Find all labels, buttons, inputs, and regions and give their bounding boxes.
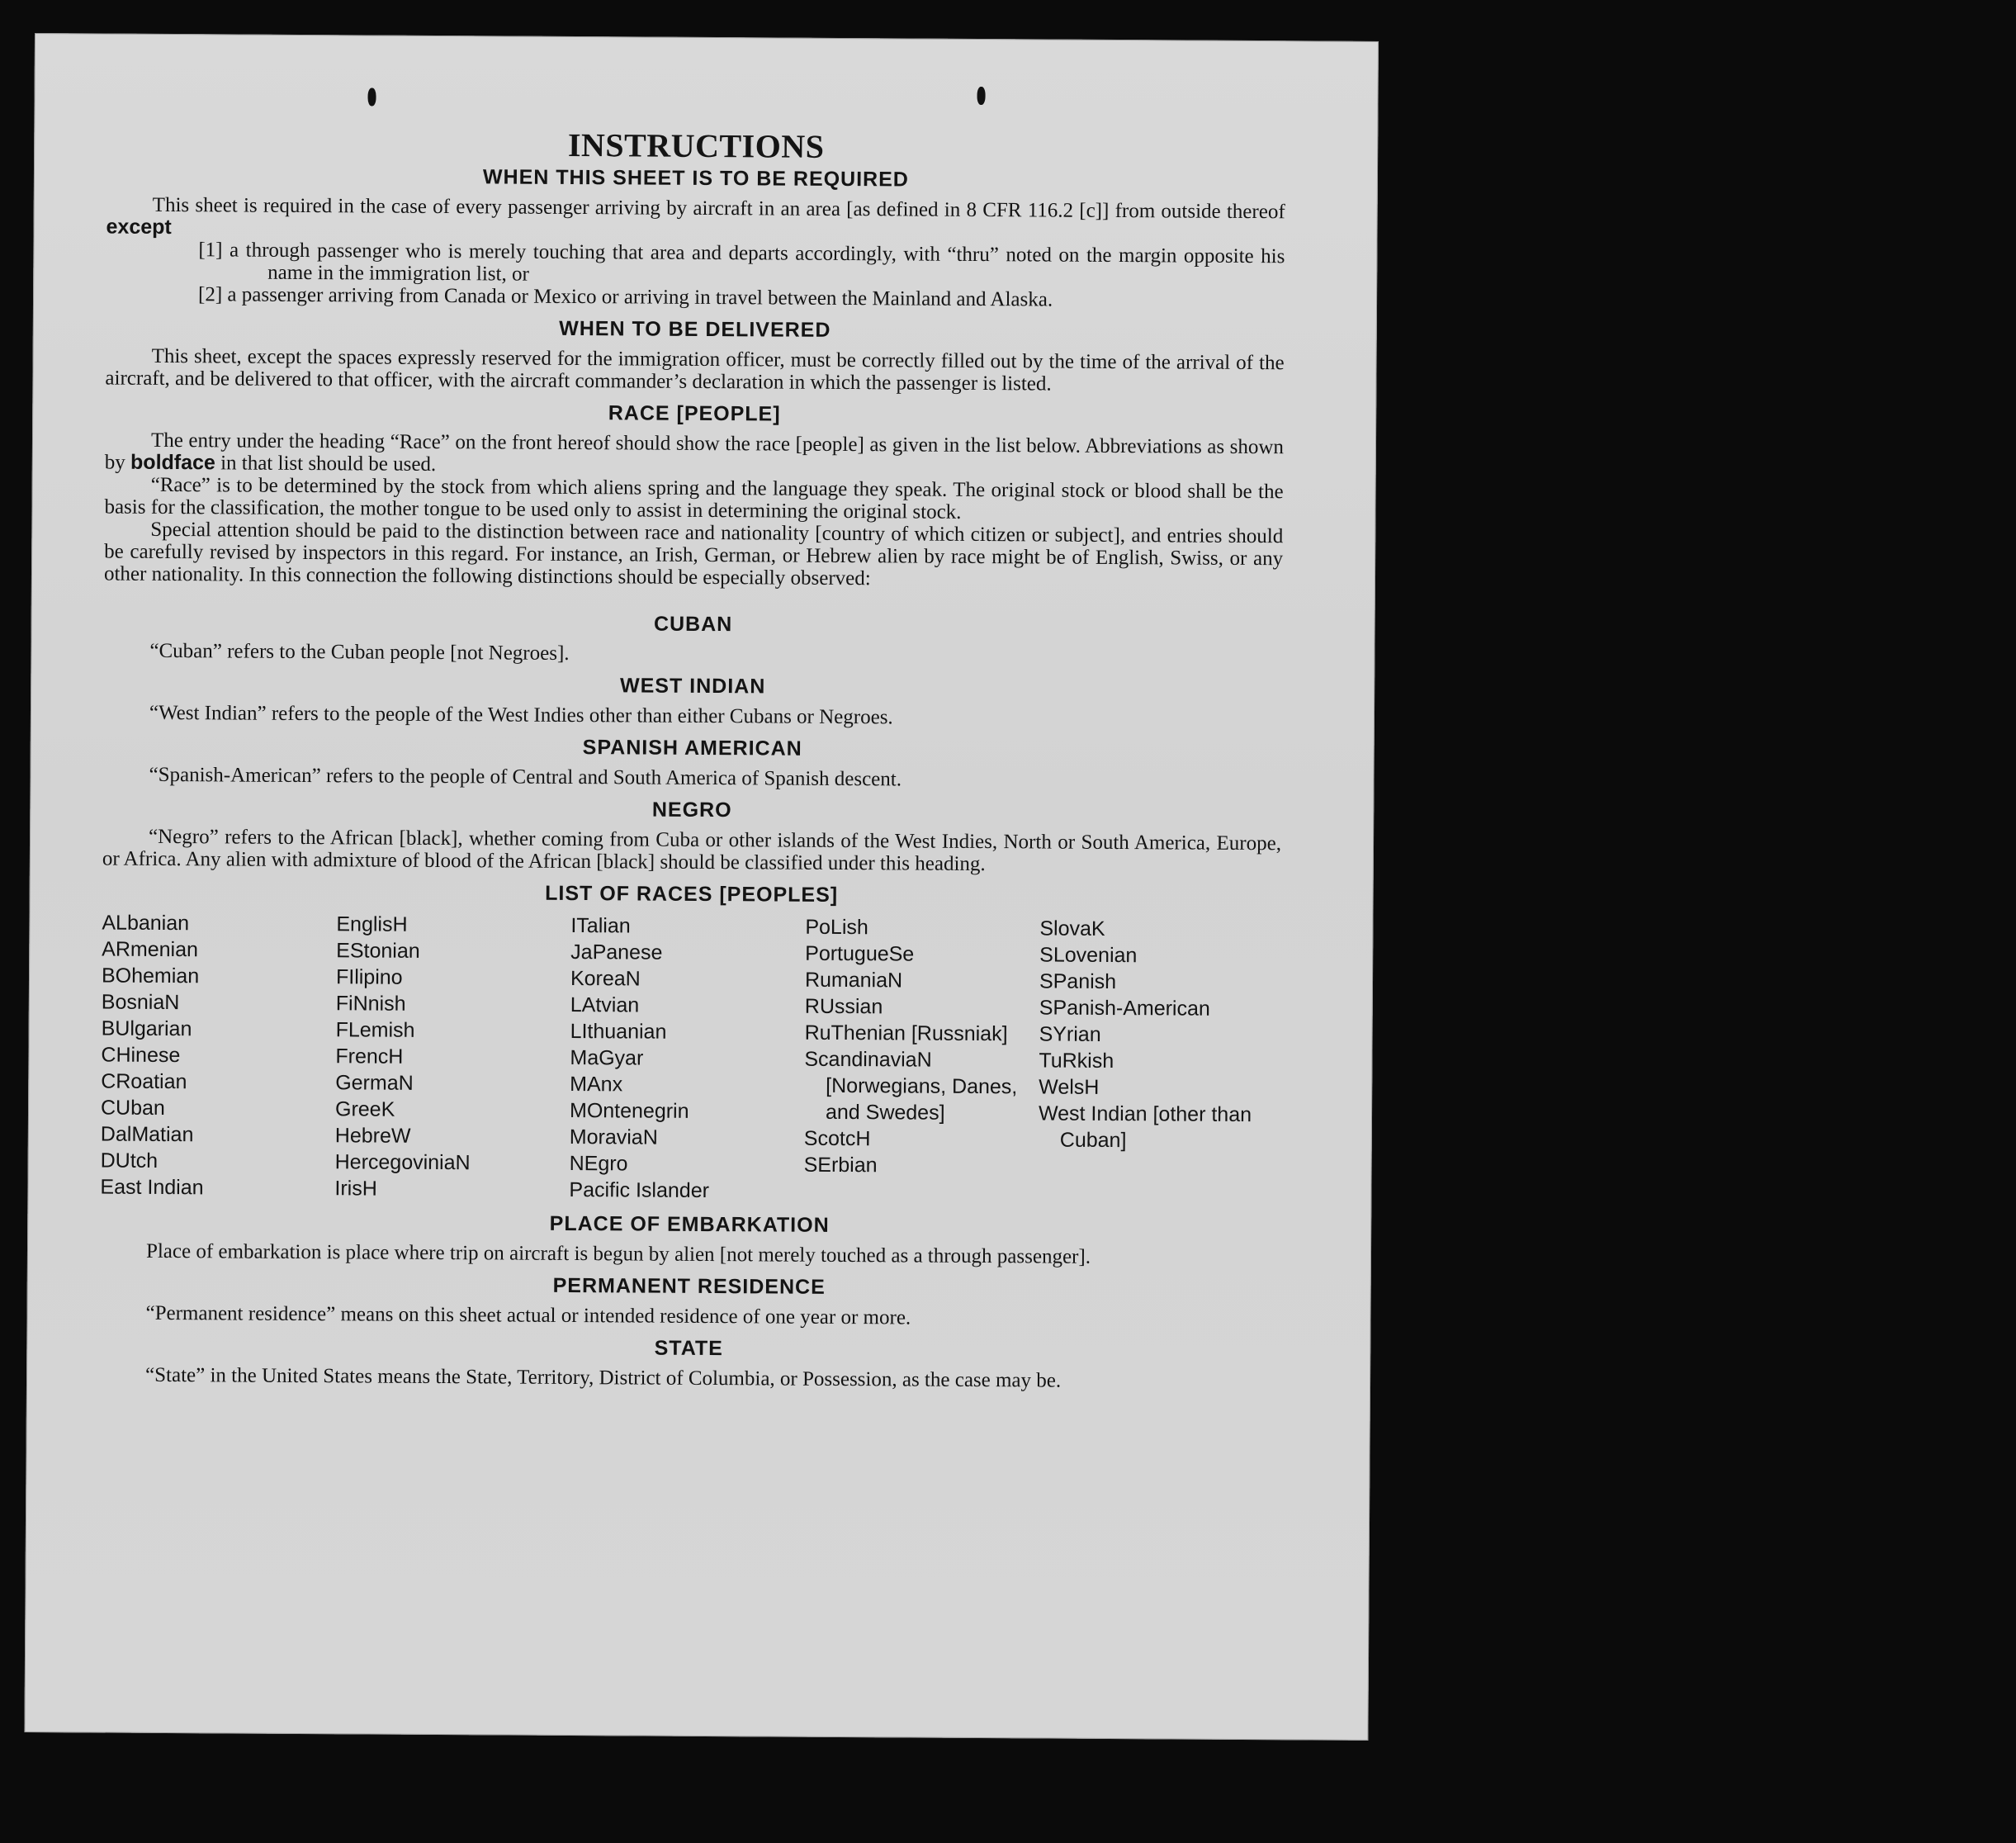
race-item: SErbian <box>803 1153 878 1177</box>
race-item: FrencH <box>335 1045 404 1068</box>
state-text: “State” in the United States means the State, Territory, District of Columbia, or Possession, as the case may be. <box>144 1363 1062 1392</box>
embarkation-text: Place of embarkation is place where trip on aircraft is begun by alien [not merely touched as a through passenger]. <box>145 1239 1091 1268</box>
race-item: RumaniaN <box>804 968 903 993</box>
race-item: DalMatian <box>100 1122 194 1147</box>
heading-when-delivered: WHEN TO BE DELIVERED <box>559 316 831 342</box>
heading-negro: NEGRO <box>651 798 732 822</box>
page-title: INSTRUCTIONS <box>567 126 825 165</box>
delivered-text: This sheet, except the spaces expressly reserved for the immigration officer, must be correctly filled out by the time of the arrival of the aircraft, and be delivered to that officer, with the aircraft commander’s declaration in which the passenger is listed. <box>105 344 1285 396</box>
race-paragraph-2: “Race” is to be determined by the stock from which aliens spring and the language they speak. The original stock or blood shall be the basis for the classification, the mother tongue to be used only to assist in determining the original stock. <box>104 473 1284 524</box>
race-paragraph-3: Special attention should be paid to the distinction between race and nationality [country of which citizen or subject], and entries should be carefully revised by inspectors in this regard. For instance, an Irish, German, or Hebrew alien by race might be of English, Swiss, or any other nationality. In this connection the following distinctions should be especially observed: <box>103 518 1284 590</box>
heading-when-required: WHEN THIS SHEET IS TO BE REQUIRED <box>482 165 909 192</box>
race-item: PortugueSe <box>805 941 915 966</box>
race-item: SlovaK <box>1039 917 1105 940</box>
race-item: EnglisH <box>336 912 408 936</box>
race-item: RuThenian [Russniak] <box>804 1021 1008 1046</box>
heading-cuban: CUBAN <box>653 612 733 637</box>
required-item-2: [2] a passenger arriving from Canada or Mexico or arriving in travel between the Mainland and Alaska. <box>197 283 1053 311</box>
race-item: FLemish <box>335 1018 415 1042</box>
race-item: MOntenegrin <box>569 1098 689 1123</box>
race-item: MAnx <box>570 1072 623 1097</box>
spanish-american-text: “Spanish-American” refers to the people of Central and South America of Spanish descent. <box>149 763 902 791</box>
race-item: CUban <box>100 1096 165 1120</box>
race-item: BosniaN <box>101 990 180 1015</box>
race-item: WelsH <box>1039 1075 1100 1099</box>
race-item: PoLish <box>805 915 868 940</box>
race-item: ScandinaviaN [Norwegians, Danes, and Swedes] <box>804 1047 1018 1125</box>
heading-race: RACE [PEOPLE] <box>608 401 781 426</box>
race-item: MoraviaN <box>569 1125 658 1149</box>
race-item: BOhemian <box>101 964 200 988</box>
heading-list-of-races: LIST OF RACES [PEOPLES] <box>545 881 839 907</box>
negro-text: “Negro” refers to the African [black], whether coming from Cuba or other islands of the West Indies, North or South America, Europe, or Africa. Any alien with admixture of blood of the African [black] should be classified under this heading. <box>102 825 1282 876</box>
race-item: ITalian <box>570 913 631 938</box>
race-item: ARmenian <box>102 937 199 962</box>
race-item: GermaN <box>335 1071 414 1095</box>
race-item: LIthuanian <box>570 1019 667 1044</box>
race-item: ALbanian <box>102 911 190 936</box>
race-item: SPanish <box>1039 969 1117 994</box>
race-item: CHinese <box>101 1043 181 1068</box>
race-item: DUtch <box>100 1149 159 1173</box>
west-indian-text: “West Indian” refers to the people of the West Indies other than either Cubans or Negroes. <box>149 701 893 729</box>
residence-text: “Permanent residence” means on this sheet actual or intended residence of one year or more. <box>145 1301 911 1329</box>
heading-place-of-embarkation: PLACE OF EMBARKATION <box>549 1211 830 1237</box>
race-item: TuRkish <box>1039 1049 1114 1073</box>
race-item: FiNnish <box>335 992 406 1016</box>
heading-west-indian: WEST INDIAN <box>619 674 766 699</box>
race-item: IrisH <box>334 1177 377 1201</box>
punch-hole-right <box>977 87 985 105</box>
required-intro <box>106 194 1285 246</box>
cuban-text: “Cuban” refers to the Cuban people [not Negroes]. <box>149 639 570 665</box>
race-item: SPanish-American <box>1039 996 1210 1021</box>
races-column-3 <box>569 912 805 1205</box>
race-item: GreeK <box>334 1097 395 1121</box>
race-paragraph-1 <box>105 429 1284 481</box>
heading-spanish-american: SPANISH AMERICAN <box>582 736 802 760</box>
instructions-content <box>99 125 1285 1394</box>
races-column-1 <box>100 910 336 1202</box>
race-item: HebreW <box>334 1124 411 1148</box>
race-item: Pacific Islander <box>569 1177 710 1203</box>
race-item: MaGyar <box>570 1045 644 1070</box>
races-column-5 <box>1038 915 1274 1207</box>
race-item: East Indian <box>100 1175 204 1200</box>
race-item: CRoatian <box>101 1069 187 1094</box>
race-item: NEgro <box>569 1151 628 1176</box>
required-intro-text: This sheet is required in the case of every passenger arriving by aircraft in an area [as defined in 8 CFR 116.2 [c]] from outside thereof <box>152 193 1285 224</box>
required-intro-except: except <box>106 215 172 239</box>
races-column-2 <box>334 911 570 1203</box>
races-column-4 <box>803 914 1039 1206</box>
race-item: LAtvian <box>570 993 640 1017</box>
race-item: BUlgarian <box>101 1016 192 1041</box>
race-item: West Indian [other than Cuban] <box>1038 1102 1252 1153</box>
race-p1-boldface: boldface <box>130 450 215 475</box>
heading-state: STATE <box>654 1336 723 1361</box>
race-item: SLovenian <box>1039 943 1138 968</box>
race-p1-text: The entry under the heading “Race” on the front hereof should show the race [people] as given in the list below. Abbreviations as shown by <box>104 429 1285 474</box>
race-item: ScotcH <box>803 1126 871 1151</box>
race-item: JaPanese <box>570 940 663 964</box>
race-item: SYrian <box>1039 1022 1101 1046</box>
race-item: KoreaN <box>570 966 641 991</box>
heading-permanent-residence: PERMANENT RESIDENCE <box>552 1273 826 1299</box>
required-item-1: [1] a through passenger who is merely touching that area and departs accordingly, with “thru” noted on the margin opposite his name in the immigration list, or <box>198 239 1285 286</box>
race-item: FIlipino <box>335 965 403 989</box>
race-item: EStonian <box>336 939 420 963</box>
punch-hole-left <box>367 88 376 106</box>
document-sheet <box>24 33 1379 1741</box>
race-item: RUssian <box>804 994 883 1019</box>
race-item: HercegoviniaN <box>334 1150 471 1175</box>
races-list <box>100 910 1280 1208</box>
race-p1-tail: in that list should be used. <box>220 452 437 476</box>
